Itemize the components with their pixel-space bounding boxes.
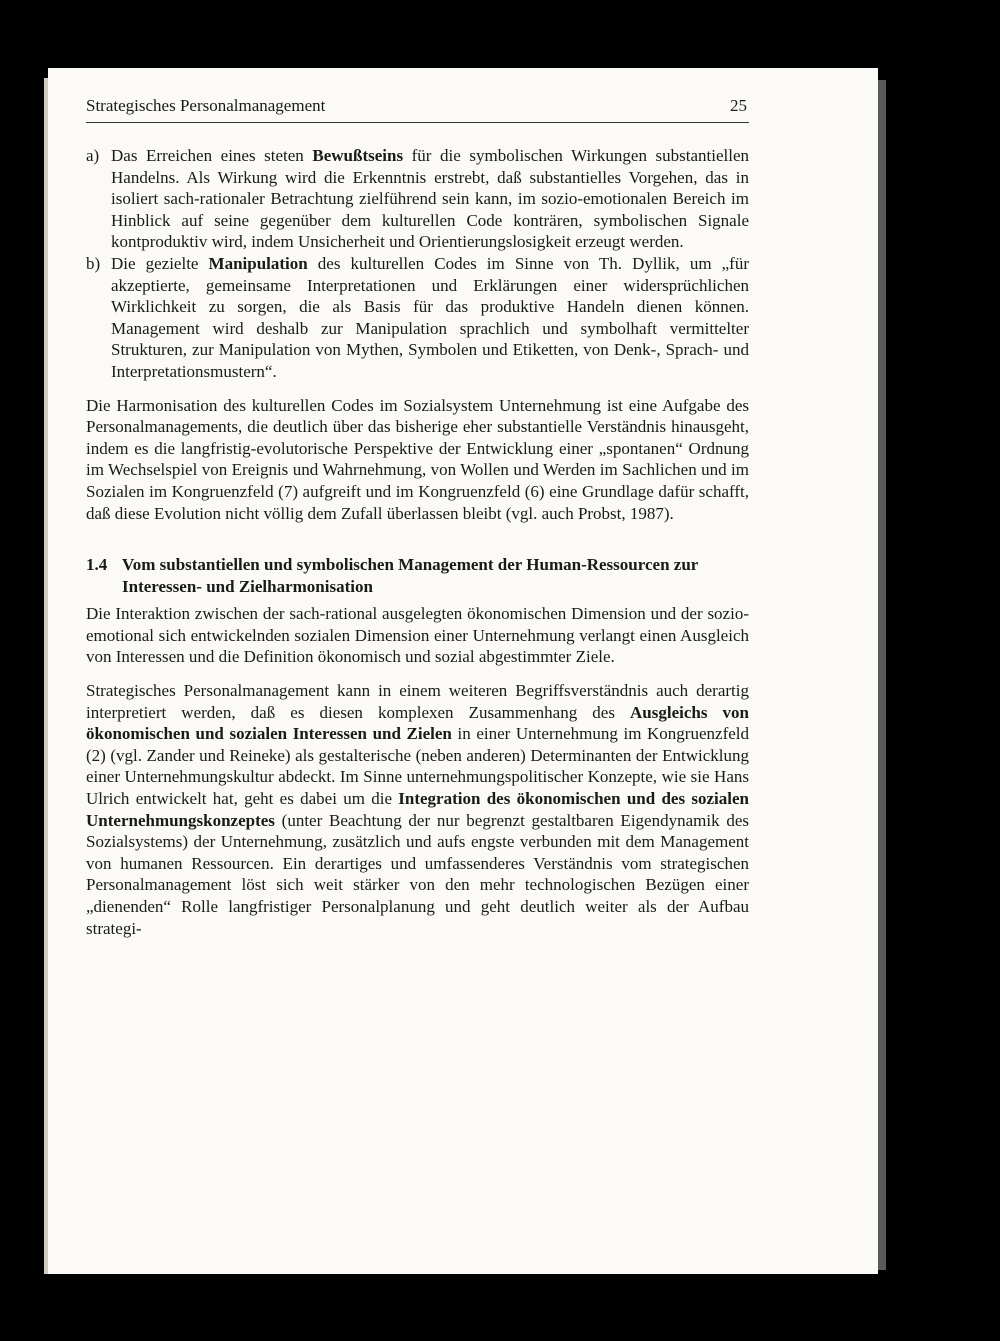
paragraph-strategisches: Strategisches Personalmanagement kann in einem weiteren Begriffsverständnis auch derartig interpretiert werden, daß es diesen komplexen Zusammenhang des Ausgleichs von ökonomischen und sozialen Interessen und Zielen in einer Unternehmung im Kongruenzfeld (2) (vgl. Zander und Reineke) als gestalterische (neben anderen) Determinanten der Entwicklung einer Unternehmungskultur abdeckt. Im Sinne unternehmungspolitischer Konzepte, wie sie Hans Ulrich entwickelt hat, geht es dabei um die Integration des ökonomischen und des sozialen Unternehmungskonzeptes (unter Beachtung der nur begrenzt gestaltbaren Eigendynamik des Sozialsystems) der Unternehmung, zusätzlich und aufs engste verbunden mit dem Management von humanen Ressourcen. Ein derartiges und umfassenderes Verständnis vom strategischen Personalmanagement löst sich weit stärker von den mehr technologischen Bezügen einer „dienenden“ Rolle langfristiger Personalplanung und geht deutlich weiter als der Aufbau strategi- — [86, 681, 749, 938]
section-title: Vom substantiellen und symbolischen Management der Human-Ressourcen zur Interessen- und Zielharmonisation — [122, 555, 699, 596]
list-label: a) — [86, 146, 100, 165]
page-number: 25 — [730, 96, 747, 115]
bold-term: Bewußtseins — [312, 146, 404, 165]
paragraph-harmonisation: Die Harmonisation des kulturellen Codes im Sozialsystem Unternehmung ist eine Aufgabe des Personalmanagements, die deutlich über das bisherige eher substantielle Verständnis hinausgeht, indem es die langfristig-evolutorische Perspektive der Entwicklung einer „spontanen“ Ordnung im Wechselspiel von Ereignis und Wahrnehmung, von Wollen und Werden im Sachlichen und im Sozialen im Kongruenzfeld (7) aufgreift und im Kongruenzfeld (6) eine Grundlage dafür schafft, daß diese Evolution nicht völlig dem Zufall überlassen bleibt (vgl. auch Probst, 1987). — [86, 395, 749, 523]
bold-term: Integration des ökonomischen und des sozialen Unternehmungskonzeptes — [86, 789, 749, 830]
bold-term: Manipulation — [208, 253, 308, 273]
body-text — [86, 145, 749, 939]
list-item-a: a) Das Erreichen eines steten Bewußtseins für die symbolischen Wirkungen substantiellen Handelns. Als Wirkung wird die Erkenntnis erstrebt, daß substantielles Vorgehen, das in isoliert sach-rationaler Betrachtung zielführend sein kann, im sozio-emotionalen Bereich im Hinblick auf seine gegenüber dem kulturellen Code konträren, symbolischen Signale kontproduktiv wird, indem Unsicherheit und Orientierungslosigkeit erzeugt werden. — [86, 146, 749, 252]
section-number: 1.4 — [86, 555, 108, 575]
list-item-b: b) Die gezielte Manipulation des kulturellen Codes im Sinne von Th. Dyllik, um „für akzeptierte, gemeinsame Interpretationen und Erklärungen einer widersprüchlichen Wirklichkeit zu sorgen, die als Basis für das produktive Handeln dienen können. Management wird deshalb zur Manipulation sprachlich und symbolhaft vermittelter Strukturen, zur Manipulation von Mythen, Symbolen und Etiketten, von Denk-, Sprach- und Interpretationsmustern“. — [86, 253, 749, 381]
running-header — [86, 92, 749, 123]
paragraph-interaktion: Die Interaktion zwischen der sach-rational ausgelegten ökonomischen Dimension und der sozio-emotional sich entwickelnden sozialen Dimension einer Unternehmung verlangt einen Ausgleich von Interessen und die Definition ökonomisch und sozial abgestimmter Ziele. — [86, 604, 749, 667]
page-right-edge — [878, 80, 886, 1270]
list-label: b) — [86, 253, 101, 273]
bold-term: Ausgleichs von ökonomischen und sozialen Interessen und Zielen — [86, 702, 749, 744]
section-heading — [86, 554, 749, 597]
running-title: Strategisches Personalmanagement — [86, 96, 326, 115]
